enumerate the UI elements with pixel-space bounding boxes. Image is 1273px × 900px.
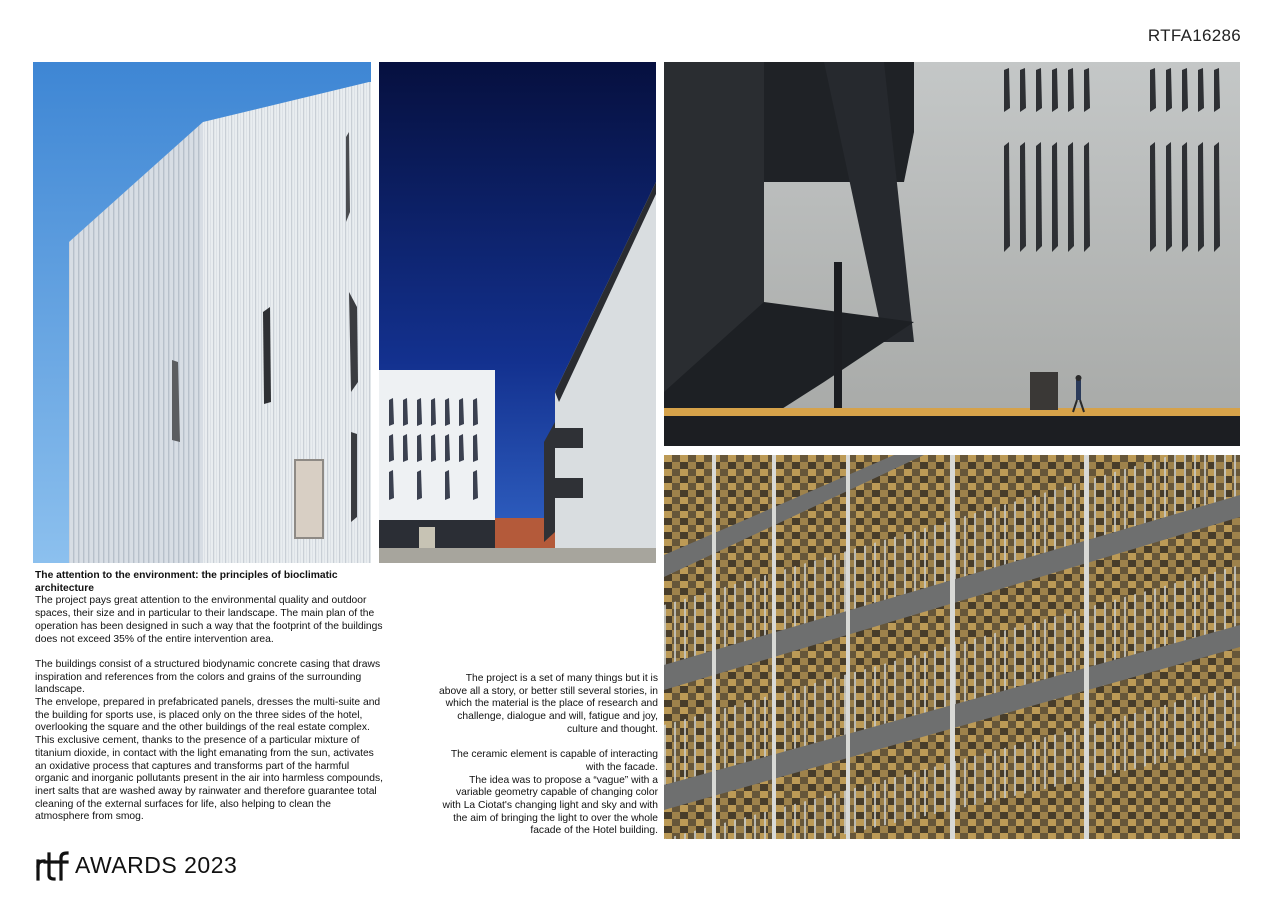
paragraph: The envelope, prepared in prefabricated panels, dresses the multi-suite and the building for sports use, is placed only on the three sides of the hotel, overlooking the square and the other buildings of the real estate complex.: [35, 697, 381, 734]
body-text-right: [438, 673, 658, 838]
paragraph: The project pays great attention to the environmental quality and outdoor spaces, their size and in particular to their landscape. The main plan of the operation has been designed in such a way that the footprint of the buildings does not exceed 35% of the entire intervention area.: [35, 595, 383, 645]
paragraph: This exclusive cement, thanks to the presence of a particular mixture of titanium dioxide, in contact with the light emanating from the sun, activates an oxidative process that captures and transforms part of the harmful organic and inorganic pollutants present in the air into harmless compounds, inert salts that are washed away by rainwater and therefore guarantee total cleaning of the external surfaces for life, also helping to clean the atmosphere from smog.: [35, 735, 384, 823]
rtf-logo-mark-icon: [35, 849, 69, 881]
photo-ceramic-facade: [664, 455, 1240, 839]
paragraph: The ceramic element is capable of interacting with the facade.: [450, 749, 658, 773]
awards-label: AWARDS 2023: [75, 851, 238, 878]
paragraph: The project is a set of many things but it is above all a story, or better still several stories, in which the material is the place of research and challenge, dialogue and will, fatigue and joy, culture and thought.: [439, 673, 658, 735]
photo-concrete-staircase: [664, 62, 1240, 446]
body-text-left: [35, 570, 385, 824]
photo-night-buildings: [379, 62, 656, 563]
photo-white-facade: [33, 62, 371, 563]
paragraph: The idea was to propose a “vague” with a variable geometry capable of changing color with La Ciotat's changing light and sky and with the aim of bringing the light to over the whole facade of the Hotel building.: [442, 774, 658, 837]
section-heading: The attention to the environment: the principles of bioclimatic architecture: [35, 570, 338, 594]
rtf-awards-logo: [35, 848, 237, 882]
document-id: RTFA16286: [1147, 26, 1241, 45]
paragraph: The buildings consist of a structured biodynamic concrete casing that draws inspiration and references from the colors and grains of the surrounding landscape.: [35, 658, 381, 696]
